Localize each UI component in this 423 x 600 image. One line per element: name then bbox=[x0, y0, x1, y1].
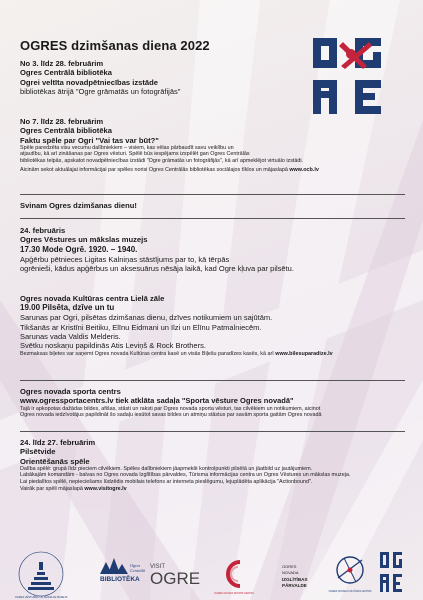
sports-logo-text: OGRES NOVADA SPORTA CENTRS bbox=[214, 592, 254, 595]
event-description: Ogres novada iedzīvotājus papildināt šo sadaļu iesūtot savas bildes un atmiņu stāstus par savām sporta gaitām Ogres novadā bbox=[20, 412, 322, 419]
greeting-text: Svinam Ogres dzimšanas dienu! bbox=[20, 201, 137, 210]
event-text: Sarunas par Ogri, pilsētas dzimšanas dienu, dzīves notikumiem un sajūtām. bbox=[20, 313, 273, 323]
event-description: Dalība spēlē: grupā līdz pieciem cilvēkiem. Spēles dalībniekiem jāapmeklē kontrolpunkti pilsētā un jāatbild uz jautājumiem. bbox=[20, 465, 313, 472]
event-date: 24. līdz 27. februārim bbox=[20, 438, 96, 447]
event-note-text: Vairāk par spēli mājaslapā bbox=[20, 485, 85, 492]
education-logo-label-2: NOVADA bbox=[282, 570, 299, 575]
library-logo-label-1: Ogres bbox=[130, 563, 141, 568]
event-date: No 3. līdz 28. februārim bbox=[20, 59, 104, 68]
event-note bbox=[20, 351, 405, 358]
event-note bbox=[20, 486, 405, 493]
event-text: bibliotēkas ātrijā "Ogre grāmatās un fotogrāfijās" bbox=[20, 86, 181, 96]
event-date: No 7. līdz 28. februārim bbox=[20, 117, 104, 126]
event-place: Ogres novada sporta centrs bbox=[20, 387, 121, 396]
event-description: Tajā ir apkopotas dažādas bildes, afišas, stāsti un raksti par Ogres novada sporta vēsturi, tas cilvēkiem un notikumiem, aicinot bbox=[20, 405, 321, 412]
event-text: ogrēnieši, kādus apģērbus un aksesuārus nēsāja laikā, kad Ogre kļuva par pilsētu. bbox=[20, 263, 294, 273]
sports-history-link[interactable]: www.ogressportacentrs.lv tiek atklāta sadaļa "Sporta vēsture Ogres novadā" bbox=[20, 396, 294, 406]
event-place: Ogres Centrālā bibliotēka bbox=[20, 126, 112, 136]
section-divider bbox=[20, 380, 405, 381]
visitogre-label-2: OGRE bbox=[150, 569, 201, 588]
event-note-text: Bezmaksas biļetes var saņemt Ogres novada Kultūras centra kasē un visās Biļešu paradīzes kasēs, kā arī bbox=[20, 351, 276, 358]
event-headline: Faktu spēle par Ogri "Vai tas var būt?" bbox=[20, 135, 159, 145]
greeting bbox=[20, 201, 405, 210]
section-divider bbox=[20, 431, 405, 432]
event-description: bibliotēkas telpās, apskatot novadpētniecības izstādi "Ogre grāmatās un fotogrāfijās", kā arī apmeklējot virtuālo izstādi. bbox=[20, 158, 304, 165]
library-logo-label-2: Centrālā bbox=[130, 568, 145, 573]
event-description: Lai piedalītos spēlē, nepieciešams lūdzēdis mobilais telefons ar interneta pieslēgumu, lejuplādēta aplikācija "Actionbound". bbox=[20, 479, 313, 486]
event-library-exhibition bbox=[20, 59, 405, 96]
culture-logo-text: OGRES NOVADA KULTŪRAS CENTRS bbox=[328, 590, 372, 593]
visitogre-link[interactable]: www.visitogre.lv bbox=[84, 485, 127, 492]
event-fact-game bbox=[20, 117, 405, 173]
event-headline: 19.00 Pilsēta, dzīve un tu bbox=[20, 303, 115, 313]
museum-logo bbox=[15, 552, 68, 599]
ogre-footer-logo-text: OGRE bbox=[280, 452, 283, 453]
library-logo-label-3: BIBLIOTĒKA bbox=[100, 576, 140, 583]
section-divider bbox=[20, 218, 405, 219]
education-logo-label-4: PĀRVALDE bbox=[282, 583, 307, 588]
event-place: Ogres novada Kultūras centra Lielā zāle bbox=[20, 294, 165, 303]
culture-logo bbox=[329, 557, 372, 593]
education-logo-label-3: IZGLĪTĪBAS bbox=[282, 577, 308, 582]
event-headline: Orientēšanās spēle bbox=[20, 456, 90, 466]
visitogre-label-1: VISIT bbox=[150, 564, 166, 570]
event-text: Apģērbu pētnieces Ligitas Kalniņas stāstījums par to, kā tērpās bbox=[20, 254, 230, 264]
event-note bbox=[20, 167, 405, 174]
event-note-text: Aicinām sekot aktuālajai informācijai par spēles norisi Ogres Centrālās bibliotēkas sociālajos tīklos un mājaslapā bbox=[20, 166, 290, 173]
event-culture-centre bbox=[20, 294, 405, 358]
library-logo bbox=[100, 558, 145, 583]
event-headline: Ogrei veltīta novadpētniecības izstāde bbox=[20, 77, 158, 87]
event-museum bbox=[20, 226, 405, 273]
museum-logo-text: OGRES VĒSTURES UN MĀKSLAS MUZEJS bbox=[14, 596, 68, 599]
tickets-link[interactable]: www.bilesuparadize.lv bbox=[275, 351, 333, 358]
education-logo-label-1: OGRES bbox=[282, 564, 297, 569]
event-place: Pilsētvide bbox=[20, 447, 56, 457]
event-description: Labākajām komandām - balvas no Ogres novada Izglītības pārvaldes, Tūrisma informācijas centra un Ogres Vēstures un mākslas muzeja. bbox=[20, 472, 351, 479]
section-divider bbox=[20, 194, 405, 195]
visitogre-logo bbox=[150, 564, 200, 588]
ocb-link[interactable]: www.ocb.lv bbox=[289, 166, 319, 173]
sports-logo bbox=[214, 562, 254, 595]
event-description: atjautību, kā arī zināšanas par Ogres vēsturi. Spēlē būs iespējams izspēlēt gan Ogres Centrālās bbox=[20, 151, 250, 158]
event-description: Spēle paredzēta visu vecumu dalībniekiem – visiem, kas vēlas pārbaudīt savu veiklību un bbox=[20, 144, 234, 151]
event-place: Ogres Vēstures un mākslas muzejs bbox=[20, 235, 148, 245]
event-sports-centre bbox=[20, 387, 405, 419]
page-title: OGRES dzimšanas diena 2022 bbox=[20, 38, 210, 53]
education-logo bbox=[282, 564, 308, 588]
event-text: Tikšanās ar Kristīni Beitiku, Elīnu Eidmani un Ilzi un Elīnu Patmalniecēm. bbox=[20, 322, 262, 332]
event-text: Sarunas vada Valdis Melderis. bbox=[20, 331, 121, 341]
event-orienteering bbox=[20, 438, 405, 492]
event-place: Ogres Centrālā bibliotēka bbox=[20, 68, 112, 78]
event-date: 24. februāris bbox=[20, 226, 66, 235]
event-headline: 17.30 Mode Ogrē. 1920. – 1940. bbox=[20, 244, 138, 254]
event-text: Svētku noskaņu papildinās Atis Leviņš & Rock Brothers. bbox=[20, 341, 206, 351]
